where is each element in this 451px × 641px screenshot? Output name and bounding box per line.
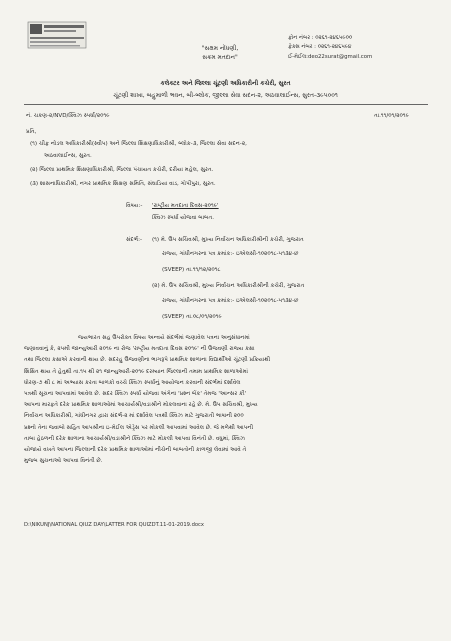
recipient-line: (૨) જિલ્લા પ્રાથમિક શિક્ષણાધિકારીશ્રી, જિલ્લા પંચાયત કચેરી, દરીયા મહેલ, સુરત. xyxy=(30,167,214,173)
subject-line-2: ક્વિઝ સ્પર્ધા યોજવા બાબત. xyxy=(152,215,215,221)
recipient-line: અઠવાલાઈન્સ, સુરત. xyxy=(44,153,92,159)
slogan-line-1: "સક્ષમ નોંધણી, xyxy=(201,45,239,52)
subject-label: વિષય:- xyxy=(126,203,143,209)
body-line: પ્રશ્નો તેના જવાબો સહિત આપશ્રીના ઇ-મેઈલ એડ્રેસ પર મોકલી આપવામાં આવેલ છે. જે મળેથી આપની xyxy=(24,424,254,431)
reference-item: (SVEEP) તા.૧૧/૧૨/૨૦૧૮ xyxy=(162,267,221,273)
prati-label: પ્રતિ, xyxy=(26,129,37,135)
header-divider xyxy=(24,104,428,105)
reference-item: (૨) મે. ઉપ સચિવશ્રી, મુખ્ય નિર્વાચન અધિકારીશ્રીની કચેરી, ગુજરાત xyxy=(152,283,305,289)
sveep-logo xyxy=(26,20,88,64)
body-line: પત્રથી સૂચના આપવામાં આવેલ છે. સદર ક્વિઝ સ્પર્ધા યોજવા અંગેના 'પ્રશ્ન બેંક' તેમજ 'આન્સર કી' xyxy=(24,391,247,398)
fax-number: ફેક્સ નંબર : ૦૨૬૧-૨૪૬૫૯૪ xyxy=(288,44,352,50)
sveep-logo-graphic xyxy=(26,20,88,50)
reference-item: રાજ્ય, ગાંધીનગરના પત્ર ક્રમાંક:- ઇએલસી-૧૦૨૦૧૮-૫૧૩૪-છ xyxy=(162,251,299,257)
letter-date: તા.૧૧/૦૧/૨૦૧૯ xyxy=(374,113,409,119)
body-line: જણાવવાનું કે, ૨૫મી જાન્યુઆરી ૨૦૧૯ ના રોજ 'રાષ્ટ્રીય મતદાતા દિવસ ૨૦૧૯' ની ઉજવણી રાજ્ય કક્ષા xyxy=(24,346,255,353)
body-line: તથા જિલ્લા કક્ષાએ કરવાની થાય છે. સદરહુ ઉજવણીના ભાગરૂપે પ્રાથમિક શાળાના વિદ્યાર્થીઓ ચૂંટણી પ્રક્રિયાથી xyxy=(24,357,271,364)
body-line: મુજબ સુચનાઓ આપવા વિનંતી છે. xyxy=(24,458,103,465)
body-line: યોજાયે વખતે આપના જિલ્લાની દરેક પ્રાથમિક શાળાઓમાં નીચેની બાબતોની કાળજી લેવામાં આવે તે xyxy=(24,447,247,454)
reference-item: (૧) મે. ઉપ સચિવશ્રી, મુખ્ય નિર્વાચન અધિકારીશ્રીની કચેરી, ગુજરાત xyxy=(152,237,304,243)
body-line: નિર્વાચન અધિકારીશ્રી, ગાંધીનગર દ્વારા સંદર્ભ-૨ માં દર્શાવેલ પત્રથી ક્વિઝ માટે ગુજરાતી ભાષાની ૨૦૦ xyxy=(24,413,244,420)
email-address: ઈ-મેઈલ:deo22surat@gmail.com xyxy=(288,54,373,60)
subject-line-1: 'રાષ્ટ્રીય મતદાતા દિવસ-૨૦૧૯' xyxy=(152,203,219,209)
body-line: જયભારત સહ ઉપરોક્ત વિષય અન્વયે સંદર્ભમાં જણાવેલ પત્રના અનુસંધાનમાં xyxy=(78,335,250,341)
body-line: ધોરણ-૭ થી ૮ માં અભ્યાસ કરતા બાળકો વચ્ચે ક્વિઝ સ્પર્ધાનું આયોજન કરવાની સંદર્ભમાં દર્શાવેલ xyxy=(24,379,241,386)
slogan-line-2: સક્રમ મતદાન" xyxy=(202,54,238,61)
body-paragraph xyxy=(24,333,430,467)
reference-item: રાજ્ય, ગાંધીનગરના પત્ર ક્રમાંક:- ઇએલસી-૧૦૨૦૧૮-૫૧૩૪-છ xyxy=(162,298,299,304)
office-name: કલેક્ટર અને જિલ્લા ચૂંટણી અધિકારીની કચેરી, સુરત xyxy=(160,80,291,87)
reference-number: નં. ચકણ-૨/NVD/ક્વિઝ સ્પર્ધા/૨૦૧૯ xyxy=(26,113,110,119)
slogan xyxy=(190,44,250,62)
document-file-path: D:\NIKUNJ\NATIONAL QIUZ DAY\LATTER FOR QUIZDT.11-01-2019.docx xyxy=(24,522,204,528)
phone-number: ફોન નંબર : ૦૨૬૧-૨૪૬૫૯૦૦ xyxy=(288,35,353,41)
reference-item: (SVEEP) તા.૦૮/૦૧/૨૦૧૯ xyxy=(162,314,222,320)
recipient-line: (૩) શાસનાધિકારીશ્રી, નગર પ્રાથમિક શિક્ષણ સમિતિ, સંઘાડિયા વાડ, ગોપીપુરા, સુરત. xyxy=(30,181,216,187)
body-line: આપના મારફતે દરેક પ્રાથમિક શાળાઓમાં આચાર્યશ્રી/વડાશ્રીને મોકલવાના રહે છે. મે. ઉપ સચિવશ્રી, મુખ્ય xyxy=(24,402,258,409)
office-address: ચૂંટણી શાખા, બહુમાળી ભવન, બી-બ્લોક, જીલ્લા સેવા સદન-૨, અઠવાલાઈન્સ, સુરત-૩૯૫૦૦૧ xyxy=(113,92,338,99)
reference-label: સંદર્ભ:- xyxy=(126,237,143,243)
body-line: તાબા હેઠળની દરેક શાળાના આચાર્યશ્રી/વડાશ્રીને ક્વિઝ માટે મોકલી આપવા વિનંતી છે. વધુમાં, ક્વિઝ xyxy=(24,435,246,442)
body-line: શિક્ષિત થાય તે હેતુથી તા.૧૫ થી ૨૧ જાન્યુઆરી-૨૦૧૯ દરમ્યાન જિલ્લાની તમામ પ્રાથમિક શાળાઓમાં xyxy=(24,368,248,375)
recipient-line: (૧) ચીફ નોડલ અધિકારીશ્રી(સ્વીપ) અને જિલ્લા શિક્ષણાધિકારીશ્રી, બ્લોક-૩, જિલ્લા સેવા સદન-૨, xyxy=(30,141,247,147)
